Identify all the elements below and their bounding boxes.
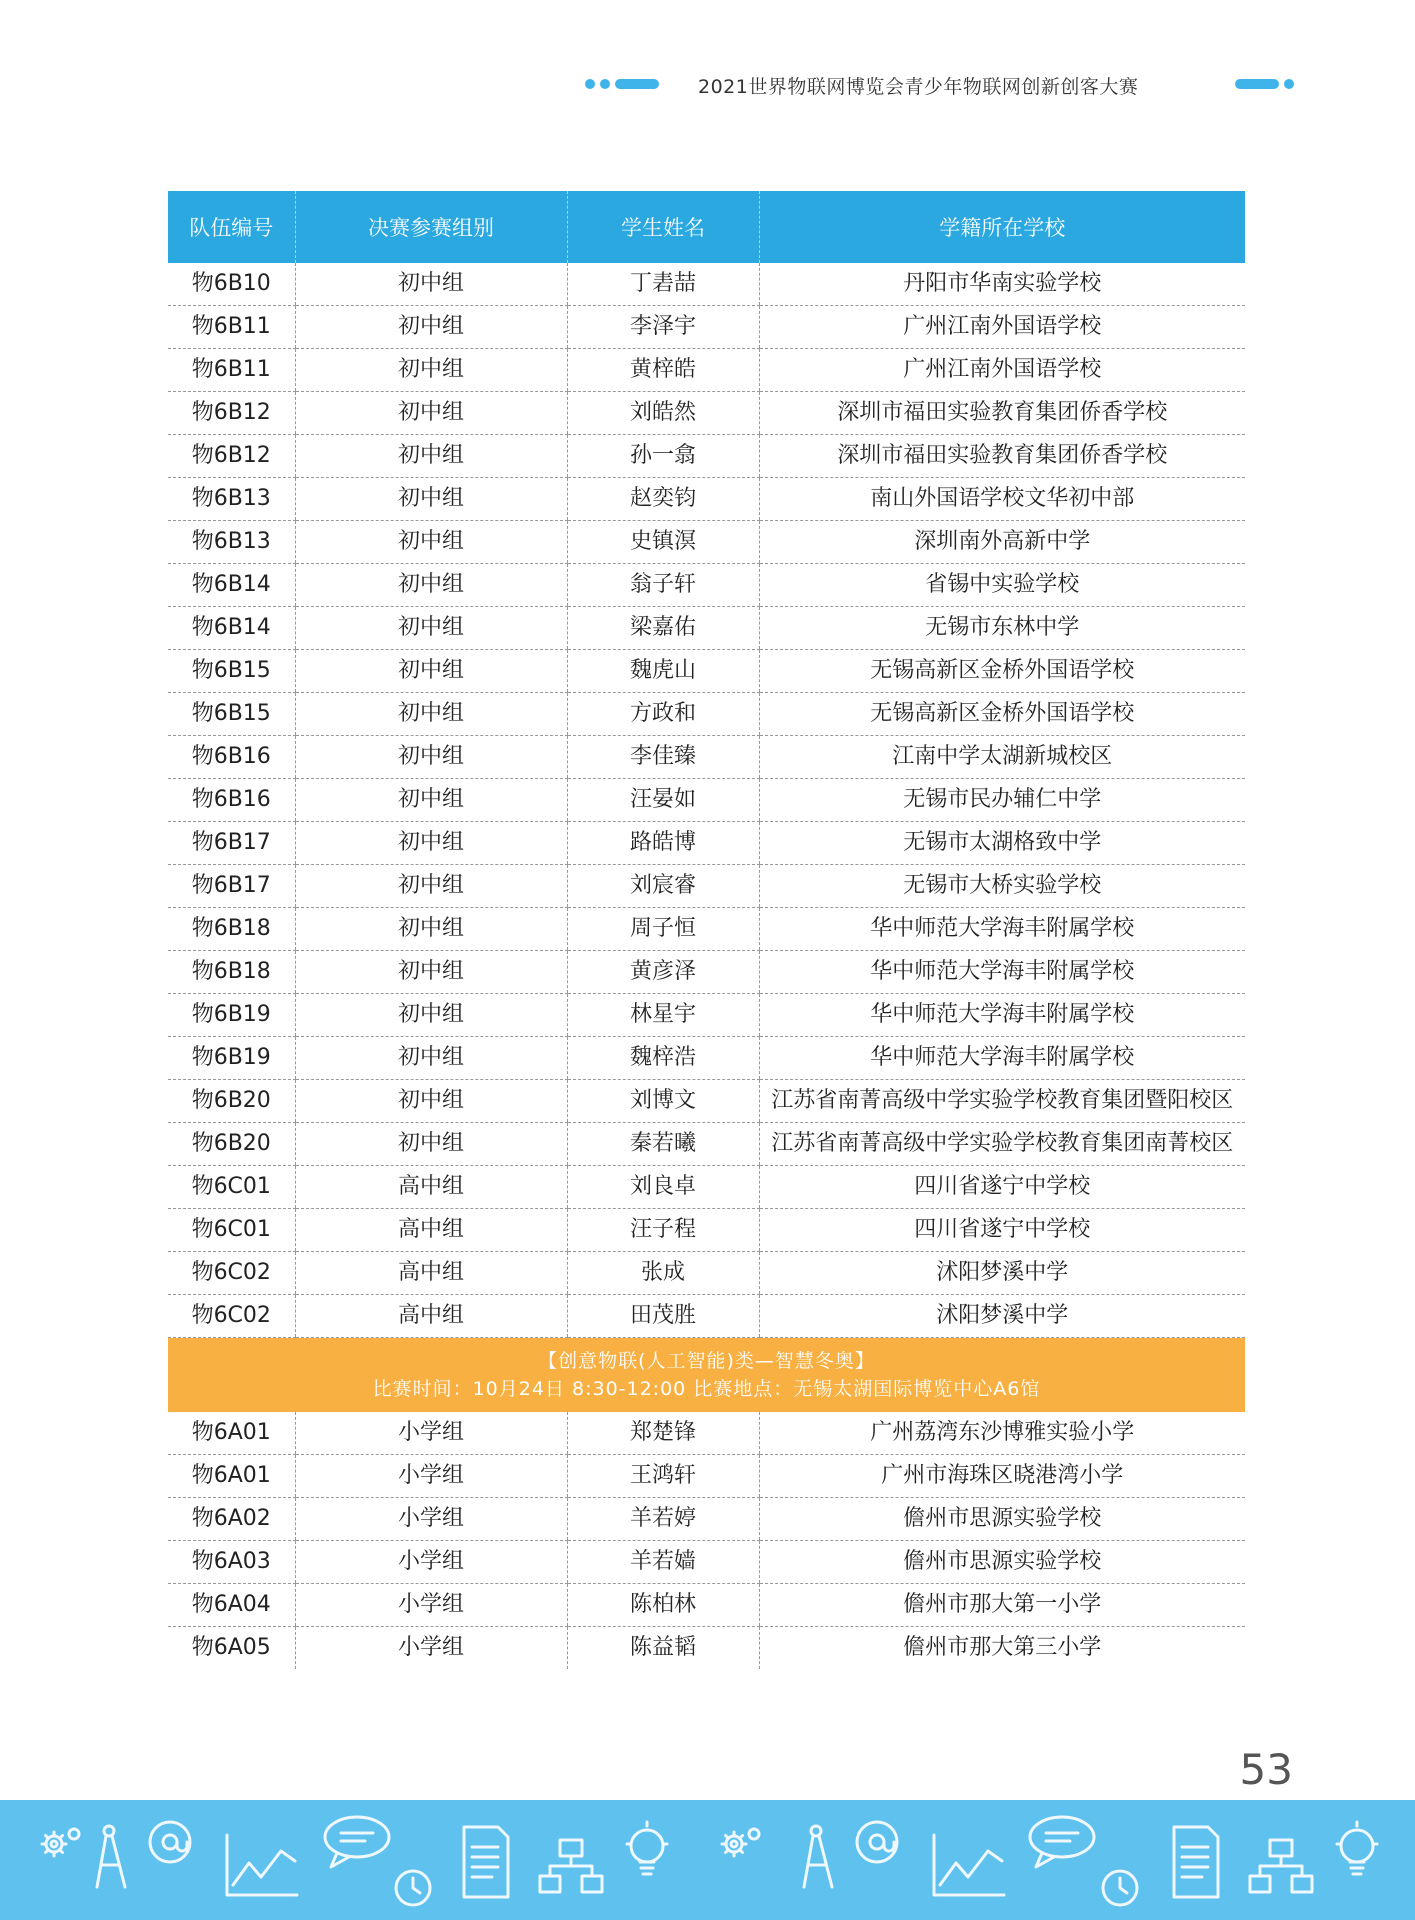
gear-icon [42, 1829, 79, 1856]
school-cell: 无锡市东林中学 [759, 607, 1245, 650]
group-cell: 小学组 [295, 1455, 567, 1498]
dot-icon [585, 79, 595, 89]
lightbulb-icon [1337, 1822, 1377, 1874]
student-name-cell: 张成 [567, 1252, 759, 1295]
school-cell: 儋州市那大第一小学 [759, 1584, 1245, 1627]
student-name-cell: 田茂胜 [567, 1295, 759, 1338]
team-id-cell: 物6B10 [168, 263, 295, 306]
team-id-cell: 物6C02 [168, 1295, 295, 1338]
team-id-cell: 物6B13 [168, 478, 295, 521]
team-id-cell: 物6B12 [168, 392, 295, 435]
header-decoration-right [1235, 79, 1294, 89]
school-cell: 华中师范大学海丰附属学校 [759, 908, 1245, 951]
student-name-cell: 羊若婷 [567, 1498, 759, 1541]
section-banner-schedule: 比赛时间：10月24日 8:30-12:00 比赛地点：无锡太湖国际博览中心A6馆 [372, 1378, 1041, 1400]
group-cell: 初中组 [295, 349, 567, 392]
school-cell: 无锡市太湖格致中学 [759, 822, 1245, 865]
group-cell: 高中组 [295, 1295, 567, 1338]
table-row [168, 521, 1245, 564]
table-body-junior-senior [168, 263, 1245, 1338]
student-name-cell: 刘博文 [567, 1080, 759, 1123]
clock-icon [1103, 1871, 1137, 1905]
school-cell: 广州市海珠区晓港湾小学 [759, 1455, 1245, 1498]
group-cell: 初中组 [295, 306, 567, 349]
table-row [168, 779, 1245, 822]
group-cell: 小学组 [295, 1498, 567, 1541]
student-name-cell: 丁砉喆 [567, 263, 759, 306]
section-banner [168, 1338, 1245, 1413]
table-body-primary [168, 1412, 1245, 1669]
team-id-cell: 物6B16 [168, 779, 295, 822]
school-cell: 无锡市大桥实验学校 [759, 865, 1245, 908]
table-row [168, 1209, 1245, 1252]
speech-bubble-icon [1030, 1817, 1094, 1867]
school-cell: 江苏省南菁高级中学实验学校教育集团暨阳校区 [759, 1080, 1245, 1123]
school-cell: 无锡高新区金桥外国语学校 [759, 650, 1245, 693]
school-cell: 儋州市思源实验学校 [759, 1498, 1245, 1541]
school-cell: 沭阳梦溪中学 [759, 1252, 1245, 1295]
group-cell: 初中组 [295, 1080, 567, 1123]
group-cell: 初中组 [295, 994, 567, 1037]
student-name-cell: 郑楚锋 [567, 1412, 759, 1455]
student-name-cell: 魏虎山 [567, 650, 759, 693]
student-name-cell: 魏梓浩 [567, 1037, 759, 1080]
school-cell: 省锡中实验学校 [759, 564, 1245, 607]
at-sign-icon [150, 1822, 190, 1862]
school-cell: 广州江南外国语学校 [759, 306, 1245, 349]
student-name-cell: 刘良卓 [567, 1166, 759, 1209]
flowchart-icon [1250, 1840, 1312, 1892]
group-cell: 初中组 [295, 521, 567, 564]
table-row [168, 1080, 1245, 1123]
team-id-cell: 物6B13 [168, 521, 295, 564]
school-cell: 华中师范大学海丰附属学校 [759, 1037, 1245, 1080]
team-id-cell: 物6B16 [168, 736, 295, 779]
table-row [168, 1498, 1245, 1541]
group-cell: 初中组 [295, 435, 567, 478]
group-cell: 初中组 [295, 564, 567, 607]
team-id-cell: 物6A01 [168, 1412, 295, 1455]
section-banner-cell [168, 1338, 1245, 1413]
group-cell: 初中组 [295, 779, 567, 822]
page-number: 53 [1239, 1745, 1293, 1794]
student-name-cell: 梁嘉佑 [567, 607, 759, 650]
column-header-student-name: 学生姓名 [567, 191, 759, 263]
header-title: 2021世界物联网博览会青少年物联网创新创客大赛 [698, 76, 1139, 98]
table-row [168, 1584, 1245, 1627]
school-cell: 江南中学太湖新城校区 [759, 736, 1245, 779]
school-cell: 丹阳市华南实验学校 [759, 263, 1245, 306]
team-id-cell: 物6B20 [168, 1080, 295, 1123]
table-row [168, 1123, 1245, 1166]
team-id-cell: 物6B17 [168, 865, 295, 908]
student-name-cell: 孙一翕 [567, 435, 759, 478]
school-cell: 南山外国语学校文华初中部 [759, 478, 1245, 521]
speech-bubble-icon [325, 1817, 389, 1867]
team-id-cell: 物6B14 [168, 607, 295, 650]
student-name-cell: 林星宇 [567, 994, 759, 1037]
table-row [168, 435, 1245, 478]
gear-icon [722, 1829, 759, 1856]
team-id-cell: 物6B17 [168, 822, 295, 865]
pill-icon [1235, 79, 1279, 89]
table-row [168, 994, 1245, 1037]
section-banner-body [168, 1338, 1245, 1413]
school-cell: 儋州市那大第三小学 [759, 1627, 1245, 1670]
flowchart-icon [540, 1840, 602, 1892]
group-cell: 初中组 [295, 693, 567, 736]
team-id-cell: 物6B11 [168, 306, 295, 349]
school-cell: 深圳南外高新中学 [759, 521, 1245, 564]
student-name-cell: 路皓博 [567, 822, 759, 865]
team-id-cell: 物6C02 [168, 1252, 295, 1295]
group-cell: 初中组 [295, 607, 567, 650]
group-cell: 初中组 [295, 865, 567, 908]
school-cell: 华中师范大学海丰附属学校 [759, 994, 1245, 1037]
team-id-cell: 物6B20 [168, 1123, 295, 1166]
table-row [168, 822, 1245, 865]
table-row [168, 1455, 1245, 1498]
team-id-cell: 物6C01 [168, 1166, 295, 1209]
student-name-cell: 李泽宇 [567, 306, 759, 349]
table-row [168, 607, 1245, 650]
table-row [168, 650, 1245, 693]
table-row [168, 1037, 1245, 1080]
footer-banner [0, 1800, 1415, 1920]
table-row [168, 263, 1245, 306]
table-row [168, 865, 1245, 908]
group-cell: 初中组 [295, 263, 567, 306]
table-row [168, 951, 1245, 994]
student-name-cell: 方政和 [567, 693, 759, 736]
team-id-cell: 物6B15 [168, 693, 295, 736]
student-name-cell: 陈益韬 [567, 1627, 759, 1670]
page-header [0, 70, 1415, 100]
table-row [168, 564, 1245, 607]
group-cell: 高中组 [295, 1252, 567, 1295]
document-icon [464, 1827, 508, 1897]
group-cell: 初中组 [295, 1123, 567, 1166]
school-cell: 江苏省南菁高级中学实验学校教育集团南菁校区 [759, 1123, 1245, 1166]
column-header-team-id: 队伍编号 [168, 191, 295, 263]
team-id-cell: 物6B19 [168, 994, 295, 1037]
table-row [168, 736, 1245, 779]
team-id-cell: 物6B11 [168, 349, 295, 392]
group-cell: 初中组 [295, 908, 567, 951]
compass-icon [97, 1826, 125, 1887]
team-id-cell: 物6B18 [168, 908, 295, 951]
team-id-cell: 物6A03 [168, 1541, 295, 1584]
group-cell: 初中组 [295, 650, 567, 693]
school-cell: 四川省遂宁中学校 [759, 1166, 1245, 1209]
student-name-cell: 秦若曦 [567, 1123, 759, 1166]
header-decoration-left [585, 79, 659, 89]
table-row [168, 908, 1245, 951]
student-name-cell: 李佳臻 [567, 736, 759, 779]
group-cell: 初中组 [295, 951, 567, 994]
student-name-cell: 王鸿轩 [567, 1455, 759, 1498]
team-id-cell: 物6B14 [168, 564, 295, 607]
group-cell: 小学组 [295, 1412, 567, 1455]
school-cell: 四川省遂宁中学校 [759, 1209, 1245, 1252]
student-name-cell: 羊若嫱 [567, 1541, 759, 1584]
student-name-cell: 周子恒 [567, 908, 759, 951]
team-id-cell: 物6C01 [168, 1209, 295, 1252]
document-icon [1174, 1827, 1218, 1897]
group-cell: 初中组 [295, 1037, 567, 1080]
student-name-cell: 史镇溟 [567, 521, 759, 564]
group-cell: 初中组 [295, 392, 567, 435]
student-name-cell: 刘宸睿 [567, 865, 759, 908]
team-id-cell: 物6A05 [191, 1635, 271, 1660]
group-cell: 高中组 [295, 1209, 567, 1252]
student-name-cell: 刘皓然 [567, 392, 759, 435]
group-cell: 小学组 [295, 1541, 567, 1584]
group-cell: 初中组 [295, 736, 567, 779]
table-row [168, 693, 1245, 736]
table-row [168, 349, 1245, 392]
group-cell: 小学组 [295, 1584, 567, 1627]
table-row [168, 1295, 1245, 1338]
team-id-cell: 物6B12 [168, 435, 295, 478]
table-row [168, 1627, 1245, 1670]
student-name-cell: 翁子轩 [567, 564, 759, 607]
lightbulb-icon [627, 1822, 667, 1874]
table-row [168, 478, 1245, 521]
compass-icon [804, 1826, 832, 1887]
student-name-cell: 陈柏林 [567, 1584, 759, 1627]
line-chart-icon [934, 1835, 1004, 1895]
footer-icon-strip [0, 1800, 1415, 1920]
school-cell: 无锡市民办辅仁中学 [759, 779, 1245, 822]
table-header-row [168, 191, 1245, 263]
dot-icon [600, 79, 610, 89]
group-cell: 初中组 [295, 822, 567, 865]
team-id-cell: 物6B15 [168, 650, 295, 693]
column-header-school: 学籍所在学校 [759, 191, 1245, 263]
dot-icon [1284, 79, 1294, 89]
section-banner-category: 【创意物联(人工智能)类—智慧冬奥】 [538, 1350, 875, 1372]
team-id-cell: 物6A02 [168, 1498, 295, 1541]
student-name-cell: 黄彦泽 [567, 951, 759, 994]
table-row [168, 1166, 1245, 1209]
school-cell: 沭阳梦溪中学 [759, 1295, 1245, 1338]
school-cell: 儋州市思源实验学校 [759, 1541, 1245, 1584]
pill-icon [615, 79, 659, 89]
clock-icon [396, 1871, 430, 1905]
team-id-cell: 物6B18 [168, 951, 295, 994]
group-cell: 初中组 [295, 478, 567, 521]
team-id-cell: 物6B19 [168, 1037, 295, 1080]
student-name-cell: 赵奕钧 [567, 478, 759, 521]
table-row [168, 1252, 1245, 1295]
team-id-cell: 物6A01 [168, 1455, 295, 1498]
group-cell: 小学组 [295, 1627, 567, 1670]
table-row [168, 1412, 1245, 1455]
school-cell: 无锡高新区金桥外国语学校 [759, 693, 1245, 736]
table-row [168, 306, 1245, 349]
school-cell: 广州江南外国语学校 [759, 349, 1245, 392]
column-header-group: 决赛参赛组别 [295, 191, 567, 263]
student-name-cell: 汪晏如 [567, 779, 759, 822]
at-sign-icon [857, 1822, 897, 1862]
student-name-cell: 黄梓皓 [567, 349, 759, 392]
school-cell: 深圳市福田实验教育集团侨香学校 [759, 435, 1245, 478]
team-id-cell: 物6A04 [168, 1584, 295, 1627]
table-row [168, 1541, 1245, 1584]
line-chart-icon [227, 1835, 297, 1895]
school-cell: 华中师范大学海丰附属学校 [759, 951, 1245, 994]
school-cell: 广州荔湾东沙博雅实验小学 [759, 1412, 1245, 1455]
table-row [168, 392, 1245, 435]
student-name-cell: 汪子程 [567, 1209, 759, 1252]
group-cell: 高中组 [295, 1166, 567, 1209]
team-roster-table [168, 191, 1245, 1669]
school-cell: 深圳市福田实验教育集团侨香学校 [759, 392, 1245, 435]
